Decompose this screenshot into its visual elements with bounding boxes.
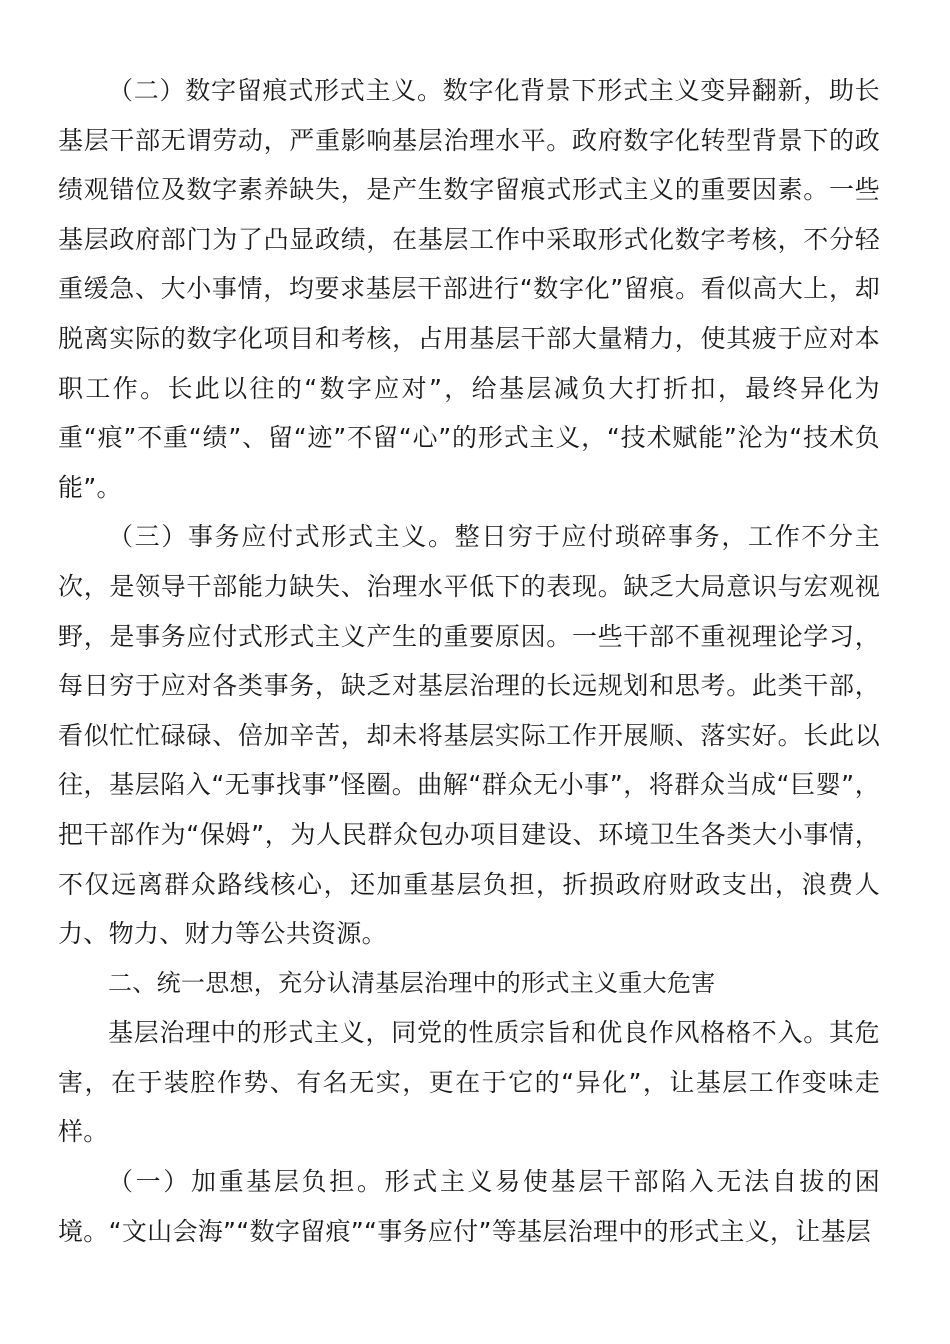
document-page bbox=[58, 66, 880, 1256]
paragraph-affairs-coping: （三）事务应付式形式主义。整日穷于应付琐碎事务，工作不分主次，是领导干部能力缺失、治理水平低下的表现。缺乏大局意识与宏观视野，是事务应付式形式主义产生的重要原因。一些干部不重视理论学习，每日穷于应对各类事务，缺乏对基层治理的长远规划和思考。此类干部，看似忙忙碌碌、倍加辛苦，却未将基层实际工作开展顺、落实好。长此以往，基层陷入“无事找事”怪圈。曲解“群众无小事”，将群众当成“巨婴”，把干部作为“保姆”，为人民群众包办项目建设、环境卫生各类大小事情，不仅远离群众路线核心，还加重基层负担，折损政府财政支出，浪费人力、物力、财力等公共资源。 bbox=[58, 522, 880, 949]
paragraph-hazard-intro: 基层治理中的形式主义，同党的性质宗旨和优良作风格格不入。其危害，在于装腔作势、有名无实，更在于它的“异化”，让基层工作变味走样。 bbox=[58, 1018, 880, 1147]
paragraph-digital-trace: （二）数字留痕式形式主义。数字化背景下形式主义变异翻新，助长基层干部无谓劳动，严重影响基层治理水平。政府数字化转型背景下的政绩观错位及数字素养缺失，是产生数字留痕式形式主义的重要因素。一些基层政府部门为了凸显政绩，在基层工作中采取形式化数字考核，不分轻重缓急、大小事情，均要求基层干部进行“数字化”留痕。看似高大上，却脱离实际的数字化项目和考核，占用基层干部大量精力，使其疲于应对本职工作。长此以往的“数字应对”，给基层减负大打折扣，最终异化为重“痕”不重“绩”、留“迹”不留“心”的形式主义，“技术赋能”沦为“技术负能”。 bbox=[58, 76, 880, 502]
section-heading: 二、统一思想，充分认清基层治理中的形式主义重大危害 bbox=[108, 968, 716, 997]
paragraph-burden: （一）加重基层负担。形式主义易使基层干部陷入无法自拔的困境。“文山会海”“数字留痕”“事务应付”等基层治理中的形式主义，让基层 bbox=[58, 1167, 880, 1246]
